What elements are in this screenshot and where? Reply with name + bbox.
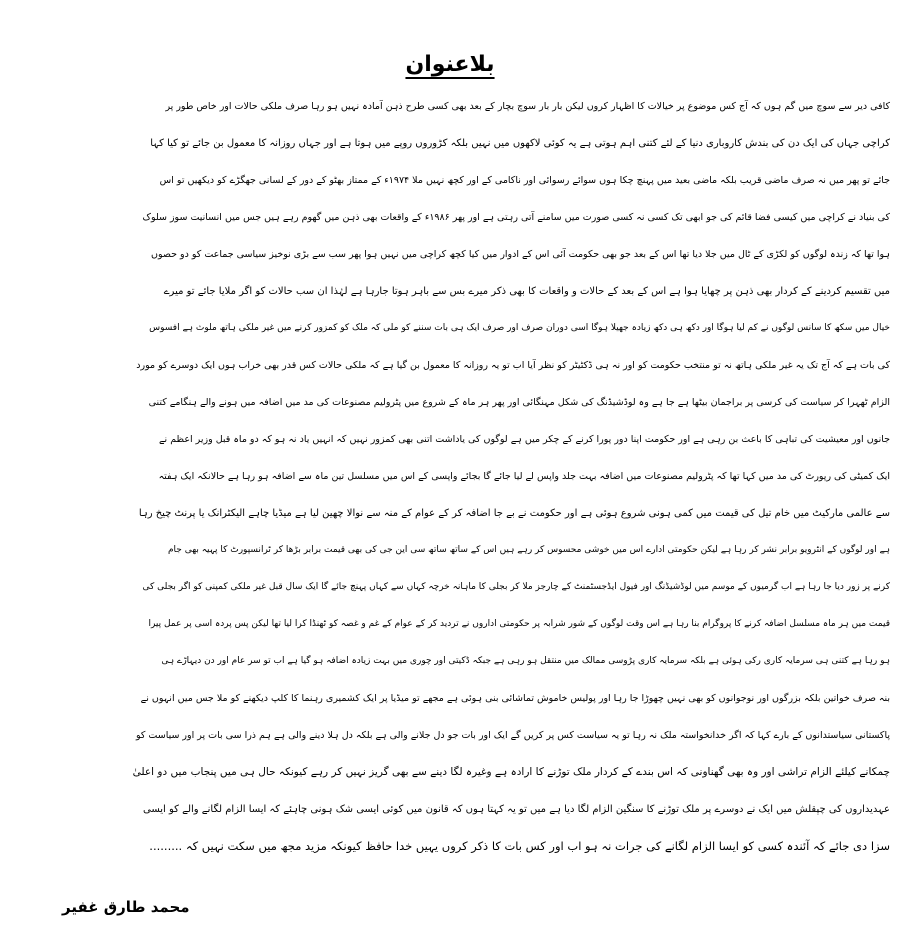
document-title: بلاعنوان — [405, 52, 495, 77]
body-line: چمکانے کیلئے الزام تراشی اور وہ بھی گھناونی کہ اس بندے کے کردار ملک توڑنے کا ارادہ ہے وغیرہ لگا دینے سے بھی گریز نہیں کر رہے کیونکہ حال ہی میں پنجاب میں دو اعلیٰ — [132, 766, 890, 778]
author-signature: محمد طارق غفیر — [62, 898, 190, 916]
body-line: ایک کمیٹی کی رپورٹ کی مد میں کہا تھا کہ پٹرولیم مصنوعات میں اضافہ بہت جلد واپس لے لیا جائے گا بجائے واپسی کے اس میں مسلسل تین ماہ سے اضافہ ہو رہا ہے حالانکہ ایک ہفتہ — [158, 471, 890, 482]
body-line: الزام ٹھہرا کر سیاست کی کرسی پر براجمان بیٹھا ہے جا ہے وہ لوڈشیڈنگ کی شکل مہنگائی اور پھر ہر ماہ کے شروع میں پٹرولیم مصنوعات کی مد میں اضافہ میں ہونے والے ہنگامے کتنی — [148, 397, 890, 408]
body-line: ہو رہا ہے کتنی ہی سرمایہ کاری رکی ہوئی ہے بلکہ سرمایہ کاری پڑوسی ممالک میں منتقل ہو رہی ہے جبکہ ڈکیتی اور چوری میں بہت زیادہ اضافہ ہو گیا ہے اب تو سر عام اور دن دیہاڑے ہی — [161, 656, 890, 666]
body-line: کرنے پر زور دیا جا رہا ہے اب گرمیوں کے موسم میں لوڈشیڈنگ اور فیول ایڈجسٹمنٹ کے چارجز ملا کر بجلی کا ماہانہ خرچہ کہاں سے کہاں پہنچ جائے گا ایک سال قبل غیر ملکی کمپنی کو اگر بجلی کی — [142, 582, 890, 592]
body-line: خیال میں سکھ کا سانس لوگوں نے کم لیا ہوگا اور دکھ ہی دکھ زیادہ جھیلا ہوگا اسی دوران صرف اور صرف ایک ہی بات سننے کو ملی کہ ملک کو کمزور کرنے میں غیر ملکی ہاتھ ملوث ہے افسوس — [149, 323, 890, 333]
body-line: کی بات ہے کہ آج تک یہ غیر ملکی ہاتھ نہ تو منتخب حکومت کو اور نہ ہی ڈکٹیٹر کو نظر آیا اب تو یہ روزانہ کا معمول بن گیا ہے کہ ملکی حالات کس قدر بھی خراب ہوں ایک دوسرے کو مورد — [136, 360, 890, 371]
body-line: جانوں اور معیشیت کی تباہی کا باعث بن رہی ہے اور حکومت اپنا دور پورا کرنے کے چکر میں ہے لوگوں کی یاداشت اتنی بھی کمزور نہیں کہ انہیں یاد نہ ہو کہ دو ماہ قبل وزیر اعظم نے — [158, 434, 890, 445]
body-line: ہوا تھا کہ زندہ لوگوں کو لکڑی کے ٹال میں جلا دیا تھا اس کے بعد جو بھی حکومت آئی اس کے ادوار میں کیا کچھ کراچی میں نہیں ہوا پھر سب سے بڑی نوخیز سیاسی جماعت کو دو حصوں — [151, 249, 890, 260]
body-line: عہدیداروں کی چپقلش میں ایک نے دوسرے پر ملک توڑنے کا سنگین الزام لگا دیا ہے میں تو یہ کہتا ہوں کہ قانون میں کوئی ایسی شک ہونی چاہئے کہ ایسا الزام لگانے والے کو ایسی — [143, 804, 890, 815]
body-line: کافی دیر سے سوچ میں گم ہوں کہ آج کس موضوع پر خیالات کا اظہار کروں لیکن بار بار سوچ بچار کے بعد بھی کسی طرح ذہن آمادہ نہیں ہو رہا صرف ملکی حالات اور خاص طور پر — [165, 101, 890, 112]
body-line: میں تقسیم کردینے کے کردار بھی ذہن پر چھایا ہوا ہے اس کے بعد کے حالات و واقعات کا بھی ذکر میرے بس سے باہر ہوتا جارہا ہے لہٰذا ان سب حالات کو اگر ملایا جائے تو میرے — [163, 286, 890, 297]
document-body — [130, 88, 890, 865]
body-line: ہے اور لوگوں کے انٹرویو برابر نشر کر رہا ہے لیکن حکومتی ادارے اس میں خوشی محسوس کر رہے ہیں اس کے ساتھ ساتھ سی این جی کی بھی قیمت برابر بڑھا کر ٹرانسپورٹ کا پہیہ بھی جام — [167, 545, 890, 555]
body-line: پاکستانی سیاستدانوں کے بارے کہا کہ اگر خدانخواستہ ملک نہ رہا تو یہ سیاست کس پر کریں گے ایک اور بات جو دل جلانے والی ہے بلکہ دل ہلا دینے والی ہے ہم ذرا سی بات پر اور سیاست کو — [135, 730, 890, 741]
body-line: قیمت میں ہر ماہ مسلسل اضافہ کرنے کا پروگرام بنا رہا ہے اس وقت لوگوں کے شور شرابہ پر حکومتی اداروں نے تردید کر کے عوام کے غم و غصہ کو ٹھنڈا کرا لیا تھا لیکن پس پردہ اسی پر عمل پیرا — [148, 619, 890, 629]
body-line: کراچی جہاں کی ایک دن کی بندش کاروباری دنیا کے لئے کتنی اہم ہوتی ہے یہ کوئی لاکھوں میں نہیں بلکہ کڑوروں روپے میں ہوتا ہے اور جہاں روزانہ کا معمول بن جائے تو کیا کہا — [150, 138, 890, 149]
body-line: جائے تو پھر میں نہ صرف ماضی قریب بلکہ ماضی بعید میں پہنچ چکا ہوں سوائے رسوائی اور ناکامی کے اور کچھ نہیں ملا ۱۹۷۴ء کے ممتاز بھٹو کے دور کے لسانی جھگڑے کو دیکھیں تو اس — [159, 175, 890, 186]
body-line-last: سزا دی جائے کہ آئندہ کسی کو ایسا الزام لگانے کی جرات نہ ہو اب اور کس بات کا ذکر کروں یہیں خدا حافظ کیونکہ مزید مجھ میں سکت نہیں کہ ......... — [149, 839, 890, 853]
body-line: بنہ صرف خواتین بلکہ بزرگوں اور نوجوانوں کو بھی نہیں چھوڑا جا رہا اور پولیس خاموش تماشائی بنی ہوئی ہے مجھے تو میڈیا پر ایک کشمیری رہنما کا کلپ دیکھنے کو ملا جس میں انہوں نے — [140, 693, 890, 704]
body-line: کی بنیاد نے کراچی میں کیسی فضا قائم کی جو ابھی تک کسی نہ کسی صورت میں سامنے آتی رہتی ہے اور پھر ۱۹۸۶ء کے واقعات بھی ذہن میں گھوم رہے ہیں جس میں انسانیت سوز سلوک — [142, 212, 890, 223]
body-line: سے عالمی مارکیٹ میں خام تیل کی قیمت میں کمی ہونی شروع ہوئی ہے اور حکومت نے بے جا اضافہ کر کے عوام کے منہ سے نوالا چھین لیا ہے میڈیا چاہے الیکٹرانک یا پرنٹ چیخ رہا — [138, 508, 890, 519]
